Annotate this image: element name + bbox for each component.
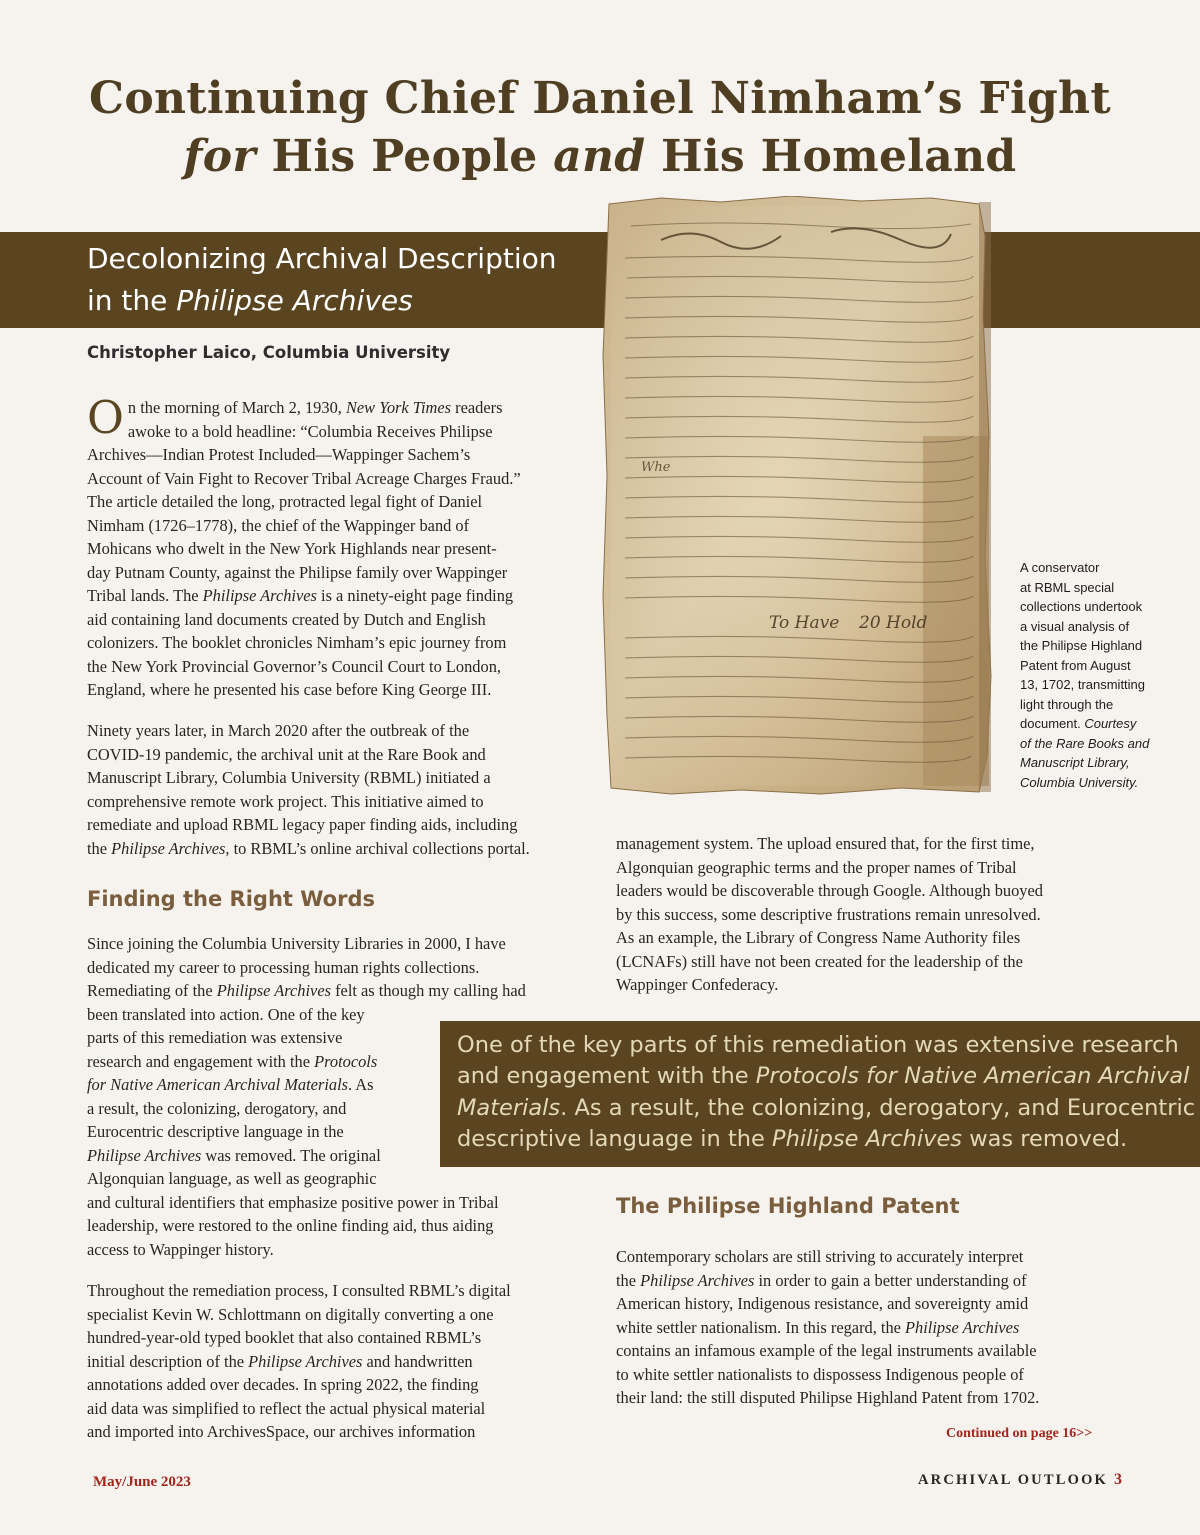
footer-page-number: 3 [1114,1471,1122,1488]
heading-philipse-highland-patent: The Philipse Highland Patent [616,1194,960,1218]
ink-to-have: To Have [769,613,840,633]
footer-issue-date: May/June 2023 [93,1474,191,1490]
paragraph-remediation: Since joining the Columbia University Libraries in 2000, I have dedicated my career to processing human rights collections. Remediating of the Philipse Archives felt as though my calling had been translated into action. One of the key parts of this remediation was extensive research and engagement with the Protocols for Native American Archival Materials. As a result, the colonizing, derogatory, and Eurocentric descriptive language in the Philipse Archives was removed. The original Algonquian language, as well as geographic and cultural identifiers that emphasize positive power in Tribal leadership, were restored to the online finding aid, thus aiding access to Wappinger history. [87,934,526,1259]
manuscript-photo [601,196,994,796]
pull-quote: One of the key parts of this remediation was extensive research and engagement with the Protocols for Native American Archival Materials. As a result, the colonizing, derogatory, and Eurocentric descriptive language in the Philipse Archives was removed. [457,1032,1196,1152]
heading-finding-the-right-words: Finding the Right Words [87,887,375,911]
article-title [0,70,1200,186]
author-byline: Christopher Laico, Columbia University [87,343,451,362]
title-line-1: Continuing Chief Daniel Nimham’s Fight [89,73,1111,124]
title-line-2: for His People and His Homeland [183,131,1017,182]
subtitle-line-1: Decolonizing Archival Description [87,242,557,275]
drop-cap: O [87,391,124,444]
continued-link[interactable]: Continued on page 16>> [946,1426,1093,1441]
paragraph-patent: Contemporary scholars are still striving to accurately interpret the Philipse Archives in order to gain a better understanding of American history, Indigenous resistance, and sovereignty amid white settler nationalism. In this regard, the Philipse Archives contains an infamous example of the legal instruments available to white settler nationalists to dispossess Indigenous people of their land: the still disputed Philipse Highland Patent from 1702. [616,1247,1040,1407]
article-subtitle [87,238,557,322]
ink-to-hold: 20 Hold [859,613,928,633]
paragraph-remote-work: Ninety years later, in March 2020 after the outbreak of the COVID-19 pandemic, the archival unit at the Rare Book and Manuscript Library, Columbia University (RBML) initiated a comprehensive remote work project. This initiative aimed to remediate and upload RBML legacy paper finding aids, including the Philipse Archives, to RBML’s online archival collections portal. [87,721,530,858]
paragraph-intro: O n the morning of March 2, 1930, New York Times readers awoke to a bold headline: “Columbia Receives Philipse Archives—Indian Protest Included—Wappinger Sachem’s Account of Vain Fight to Recover Tribal Acreage Charges Fraud.” The article detailed the long, protracted legal fight of Daniel Nimham (1726–1778), the chief of the Wappinger band of Mohicans who dwelt in the New York Highlands near present- day Putnam County, against the Philipse family over Wappinger Tribal lands. The Philipse Archives is a ninety-eight page finding aid containing land documents created by Dutch and English colonizers. The booklet chronicles Nimham’s epic journey from the New York Provincial Governor’s Council Court to London, England, where he presented his case before King George III. [87,391,521,699]
photo-caption: A conservator at RBML special collections undertook a visual analysis of the Philipse Highland Patent from August 13, 1702, transmitting light through the document. Courtesy of the Rare Books and Manuscript Library, Columbia University. [1020,560,1150,790]
paragraph-digital-conversion: Throughout the remediation process, I consulted RBML’s digital specialist Kevin W. Schlottmann on digitally converting a one hundred-year-old typed booklet that also contained RBML’s initial description of the Philipse Archives and handwritten annotations added over decades. In spring 2022, the finding aid data was simplified to reflect the actual physical material and imported into ArchivesSpace, our archives information [87,1281,511,1441]
subtitle-line-2: in the Philipse Archives [87,284,413,317]
paragraph-upload: management system. The upload ensured that, for the first time, Algonquian geographic terms and the proper names of Tribal leaders would be discoverable through Google. Although buoyed by this success, some descriptive frustrations remain unresolved. As an example, the Library of Congress Name Authority files (LCNAFs) still have not been created for the leadership of the Wappinger Confederacy. [616,834,1043,994]
ink-margin-note: Whe [641,460,671,475]
footer-magazine-name: ARCHIVAL OUTLOOK [918,1472,1109,1488]
